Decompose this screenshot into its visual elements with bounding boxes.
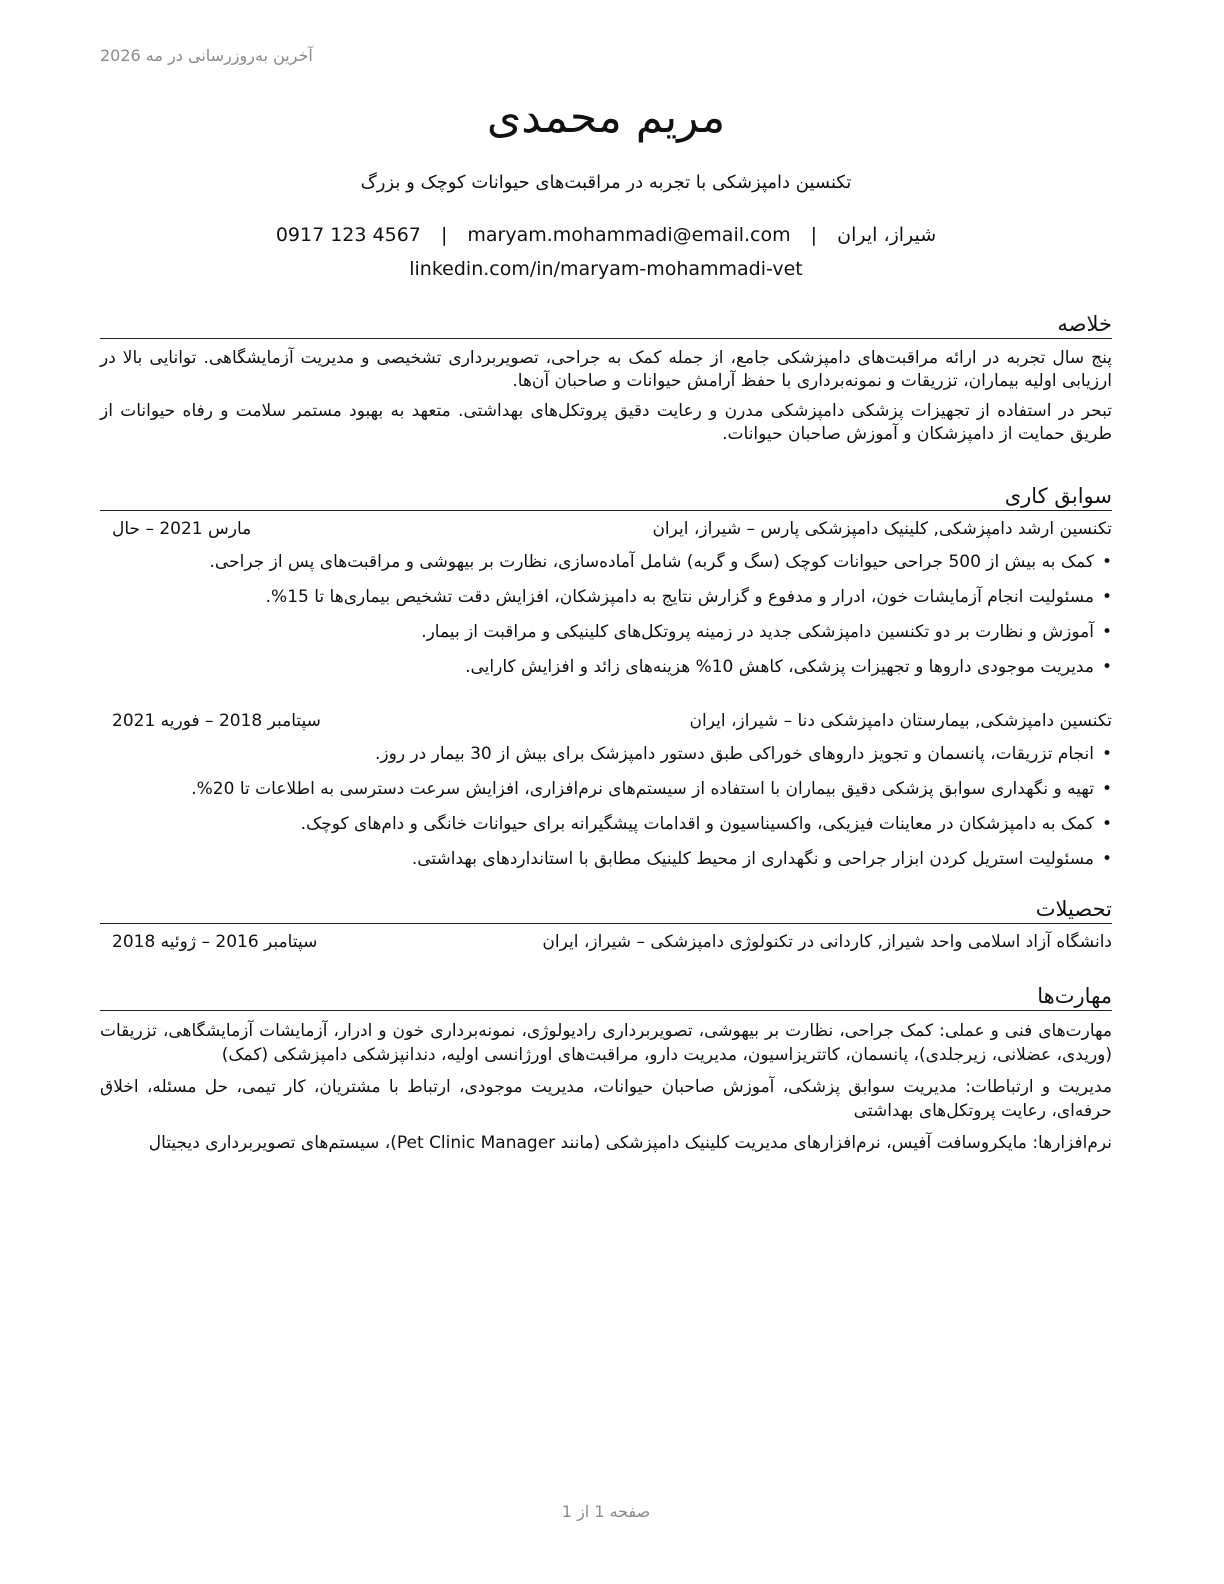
skills-section — [100, 984, 1112, 1163]
phone-number: 0917 123 4567 — [275, 224, 421, 246]
experience-section — [100, 484, 1112, 877]
job-bullet: • انجام تزریقات، پانسمان و تجویز داروهای خوراکی طبق دستور دامپزشک برای بیش از 30 بیمار در روز. — [100, 737, 1112, 772]
skills-software: نرم‌افزارها: مایکروسافت آفیس، نرم‌افزارهای مدیریت کلینیک دامپزشکی (مانند Pet Clinic Manager)، سیستم‌های تصویربرداری دیجیتال — [148, 1133, 1112, 1153]
skills-management: مدیریت و ارتباطات: مدیریت سوابق پزشکی، آموزش صاحبان حیوانات، مدیریت موجودی، ارتباط با مشتریان، کار تیمی، حل مسئله، اخلاق حرفه‌ای، رعایت پروتکل‌های بهداشتی — [100, 1077, 1112, 1121]
job-bullet: • تهیه و نگهداری سوابق پزشکی دقیق بیماران با استفاده از سیستم‌های نرم‌افزاری، افزایش سرعت دسترسی به اطلاعات تا 20%. — [100, 772, 1112, 807]
email-link[interactable]: maryam.mohammadi@email.com — [467, 224, 791, 246]
job-header — [100, 519, 1112, 545]
linkedin-link[interactable]: linkedin.com/in/maryam-mohammadi-vet — [409, 258, 803, 280]
job-title: تکنسین دامپزشکی, بیمارستان دامپزشکی دنا – شیراز، ایران — [689, 711, 1112, 731]
summary-section — [100, 312, 1112, 453]
education-section — [100, 897, 1112, 958]
job-dates: مارس 2021 – حال — [112, 519, 252, 539]
last-updated-note: آخرین به‌روزرسانی در مه 2026 — [100, 46, 313, 65]
job-bullets — [100, 545, 1112, 685]
job-bullet: • کمک به بیش از 500 جراحی حیوانات کوچک (سگ و گربه) شامل آماده‌سازی، نظارت بر بیهوشی و مراقبت‌های پس از جراحی. — [100, 545, 1112, 580]
education-dates: سپتامبر 2016 – ژوئیه 2018 — [112, 932, 318, 952]
separator: | — [440, 224, 448, 246]
job-header — [100, 711, 1112, 737]
job-bullet: • مسئولیت استریل کردن ابزار جراحی و نگهداری از محیط کلینیک مطابق با استانداردهای بهداشتی. — [100, 842, 1112, 877]
education-degree: دانشگاه آزاد اسلامی واحد شیراز, کاردانی در تکنولوژی دامپزشکی – شیراز، ایران — [542, 932, 1112, 952]
job-entry — [100, 711, 1112, 877]
section-title-summary: خلاصه — [100, 312, 1112, 339]
section-title-education: تحصیلات — [100, 897, 1112, 924]
job-bullet: • مسئولیت انجام آزمایشات خون، ادرار و مدفوع و گزارش نتایج به دامپزشکان، افزایش دقت تشخیص بیماری‌ها تا 15%. — [100, 580, 1112, 615]
contact-line — [100, 224, 1112, 246]
section-title-experience: سوابق کاری — [100, 484, 1112, 511]
resume-page — [100, 0, 1112, 1584]
skills-technical: مهارت‌های فنی و عملی: کمک جراحی، نظارت بر بیهوشی، تصویربرداری رادیولوژی، نمونه‌برداری خون و ادرار، آزمایشات آزمایشگاهی، تزریقات (وریدی، عضلانی، زیرجلدی)، پانسمان، کاتتریزاسیون، مدیریت دارو، مراقبت‌های اورژانسی اولیه، دندانپزشکی دامپزشکی (کمک) — [100, 1021, 1112, 1065]
summary-paragraph: پنج سال تجربه در ارائه مراقبت‌های دامپزشکی جامع، از جمله کمک به جراحی، تصویربرداری تشخیصی و مدیریت آزمایشگاهی. توانایی بالا در ارزیابی اولیه بیماران، تزریقات و نمونه‌برداری با حفظ آرامش حیوانات و صاحبان آن‌ها. — [100, 348, 1112, 391]
section-title-skills: مهارت‌ها — [100, 984, 1112, 1011]
education-entry — [100, 932, 1112, 958]
job-dates: سپتامبر 2018 – فوریه 2021 — [112, 711, 321, 731]
candidate-name: مریم محمدی — [486, 92, 726, 143]
job-title: تکنسین ارشد دامپزشکی, کلینیک دامپزشکی پارس – شیراز، ایران — [652, 519, 1112, 539]
summary-paragraph: تبحر در استفاده از تجهیزات پزشکی دامپزشکی مدرن و رعایت دقیق پروتکل‌های بهداشتی. متعهد به بهبود مستمر سلامت و رفاه حیوانات از طریق حمایت از دامپزشکان و آموزش صاحبان حیوانات. — [100, 401, 1112, 444]
page-number: صفحه 1 از 1 — [561, 1502, 651, 1521]
job-entry — [100, 519, 1112, 685]
separator: | — [810, 224, 818, 246]
candidate-tagline: تکنسین دامپزشکی با تجربه در مراقبت‌های حیوانات کوچک و بزرگ — [360, 172, 852, 193]
job-bullet: • آموزش و نظارت بر دو تکنسین دامپزشکی جدید در زمینه پروتکل‌های کلینیکی و مراقبت از بیمار. — [100, 615, 1112, 650]
location: شیراز، ایران — [837, 224, 937, 246]
job-bullet: • کمک به دامپزشکان در معاینات فیزیکی، واکسیناسیون و اقدامات پیشگیرانه برای حیوانات خانگی و دام‌های کوچک. — [100, 807, 1112, 842]
job-bullet: • مدیریت موجودی داروها و تجهیزات پزشکی، کاهش 10% هزینه‌های زائد و افزایش کارایی. — [100, 650, 1112, 685]
job-bullets — [100, 737, 1112, 877]
